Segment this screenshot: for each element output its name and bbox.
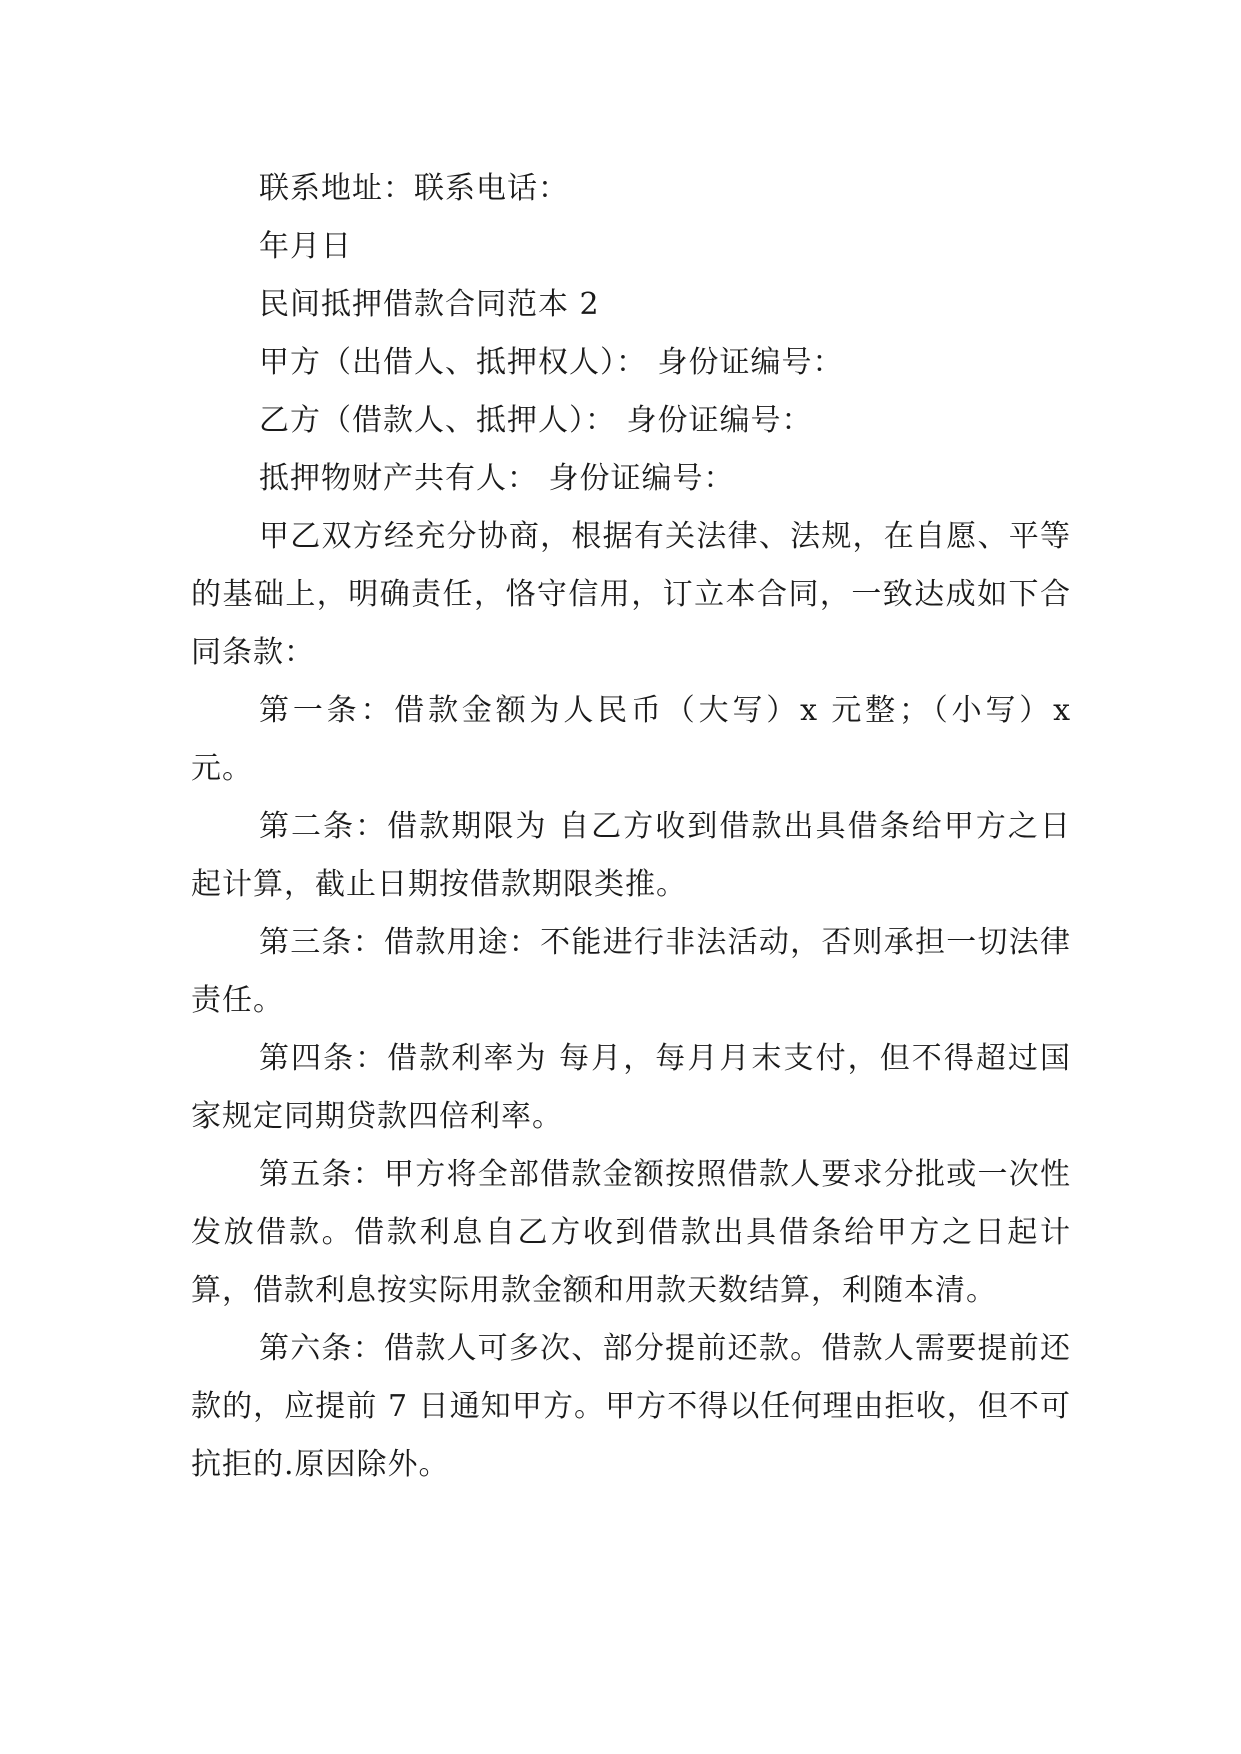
party-a-line: 甲方（出借人、抵押权人）： 身份证编号： — [259, 345, 844, 380]
article-5-paragraph: 第五条：甲方将全部借款金额按照借款人要求分批或一次性发放借款。借款利息自乙方收到借款出具借条给甲方之日起计算，借款利息按实际用款金额和用款天数结算，利随本清。 — [191, 1157, 1071, 1308]
article-3-paragraph: 第三条：借款用途：不能进行非法活动，否则承担一切法律责任。 — [191, 925, 1071, 1018]
article-2-paragraph: 第二条：借款期限为 自乙方收到借款出具借条给甲方之日起计算，截止日期按借款期限类推。 — [191, 809, 1071, 902]
co-owner-line: 抵押物财产共有人： 身份证编号： — [259, 461, 735, 496]
article-4-paragraph: 第四条：借款利率为 每月，每月月末支付，但不得超过国家规定同期贷款四倍利率。 — [191, 1041, 1071, 1134]
document-page — [191, 160, 1071, 1494]
article-6-paragraph: 第六条：借款人可多次、部分提前还款。借款人需要提前还款的，应提前 7 日通知甲方。甲方不得以任何理由拒收，但不可抗拒的.原因除外。 — [191, 1331, 1071, 1482]
contract-title: 民间抵押借款合同范本 2 — [259, 287, 600, 322]
article-1-paragraph: 第一条：借款金额为人民币（大写）x 元整；（小写）x 元。 — [191, 693, 1071, 786]
preamble-paragraph: 甲乙双方经充分协商，根据有关法律、法规，在自愿、平等的基础上，明确责任，恪守信用，订立本合同，一致达成如下合同条款： — [191, 519, 1071, 670]
date-line: 年月日 — [259, 229, 352, 264]
party-b-line: 乙方（借款人、抵押人）： 身份证编号： — [259, 403, 813, 438]
contact-line: 联系地址：联系电话： — [259, 171, 569, 206]
